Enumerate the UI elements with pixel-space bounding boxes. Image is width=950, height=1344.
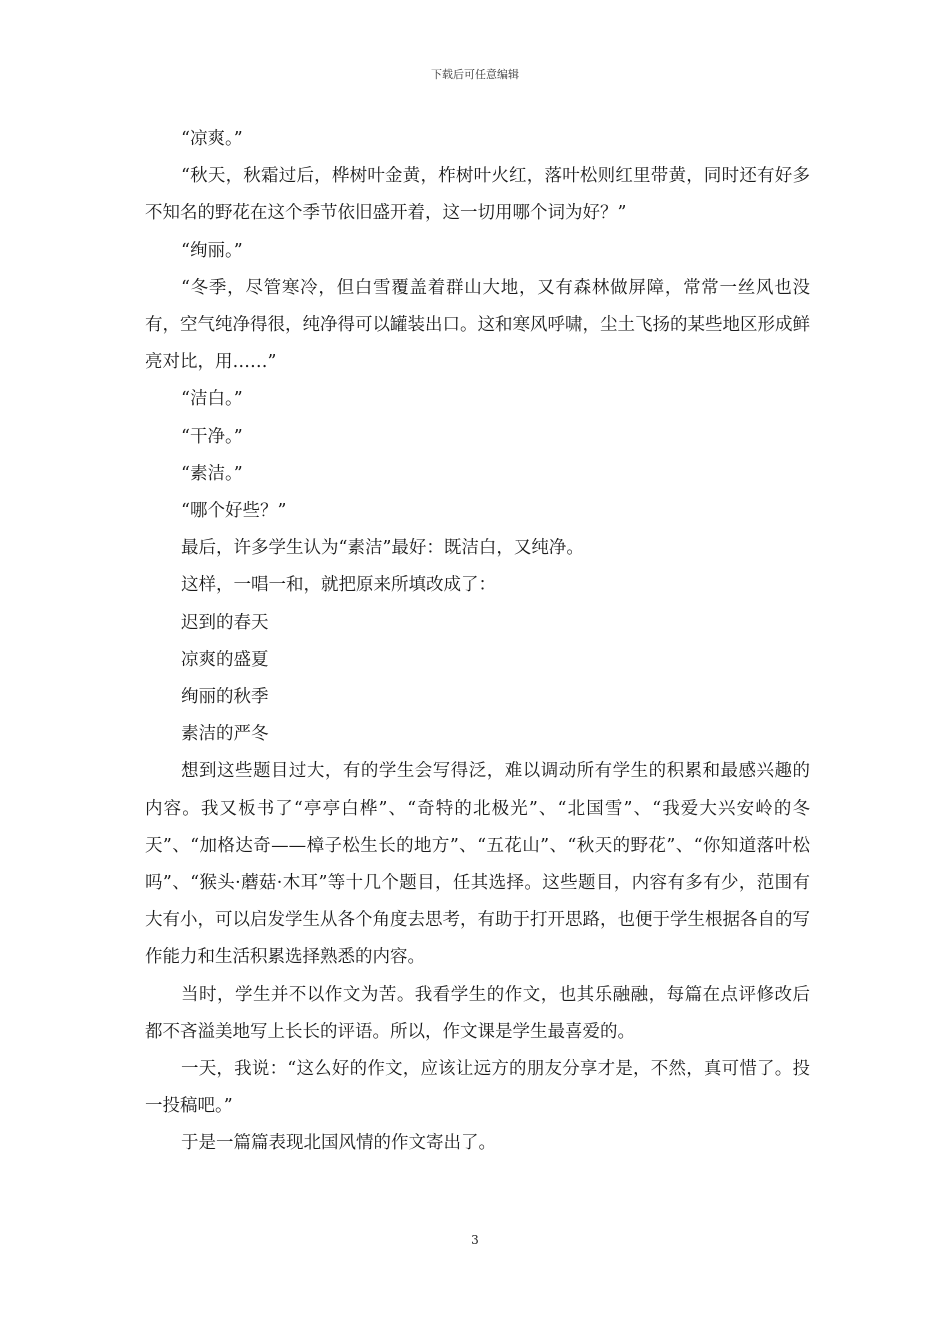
paragraph: 想到这些题目过大，有的学生会写得泛，难以调动所有学生的积累和最感兴趣的内容。我又板书了“亭亭白桦”、“奇特的北极光”、“北国雪”、“我爱大兴安岭的冬天”、“加格达奇——樟子松生长的地方”、“五花山”、“秋天的野花”、“你知道落叶松吗”、“猴头·蘑菇·木耳”等十几个题目，任其选择。这些题目，内容有多有少，范围有大有小，可以启发学生从各个角度去思考，有助于打开思路，也便于学生根据各自的写作能力和生活积累选择熟悉的内容。 [145,761,810,968]
list-item: 迟到的春天 [181,612,269,633]
page-header: 下载后可任意编辑 [431,68,519,81]
paragraph: “秋天，秋霜过后，桦树叶金黄，柞树叶火红，落叶松则红里带黄，同时还有好多不知名的野花在这个季节依旧盛开着，这一切用哪个词为好？” [145,166,810,224]
paragraph: 一天，我说：“这么好的作文，应该让远方的朋友分享才是，不然，真可惜了。投一投稿吧。” [145,1059,810,1117]
paragraph: 于是一篇篇表现北国风情的作文寄出了。 [181,1133,496,1154]
paragraph: 当时，学生并不以作文为苦。我看学生的作文，也其乐融融，每篇在点评修改后都不吝溢美地写上长长的评语。所以，作文课是学生最喜爱的。 [145,984,810,1042]
paragraph: “绚丽。” [181,240,243,261]
paragraph: 这样，一唱一和，就把原来所填改成了： [181,575,496,596]
paragraph: “洁白。” [181,389,243,410]
paragraph: “哪个好些？” [181,501,287,522]
paragraph: “凉爽。” [181,129,243,149]
list-item: 绚丽的秋季 [181,687,269,708]
paragraph: “干净。” [181,426,243,447]
paragraph: “冬季，尽管寒冷，但白雪覆盖着群山大地，又有森林做屏障，常常一丝风也没有，空气纯净得很，纯净得可以罐装出口。这和寒风呼啸，尘土飞扬的某些地区形成鲜亮对比，用……” [145,277,810,373]
list-item: 素洁的严冬 [181,724,269,745]
paragraph: “素洁。” [181,463,243,484]
document-body [145,121,810,1163]
page-number: 3 [471,1233,479,1247]
list-item: 凉爽的盛夏 [181,649,269,670]
paragraph: 最后，许多学生认为“素洁”最好：既洁白，又纯净。 [181,538,584,559]
